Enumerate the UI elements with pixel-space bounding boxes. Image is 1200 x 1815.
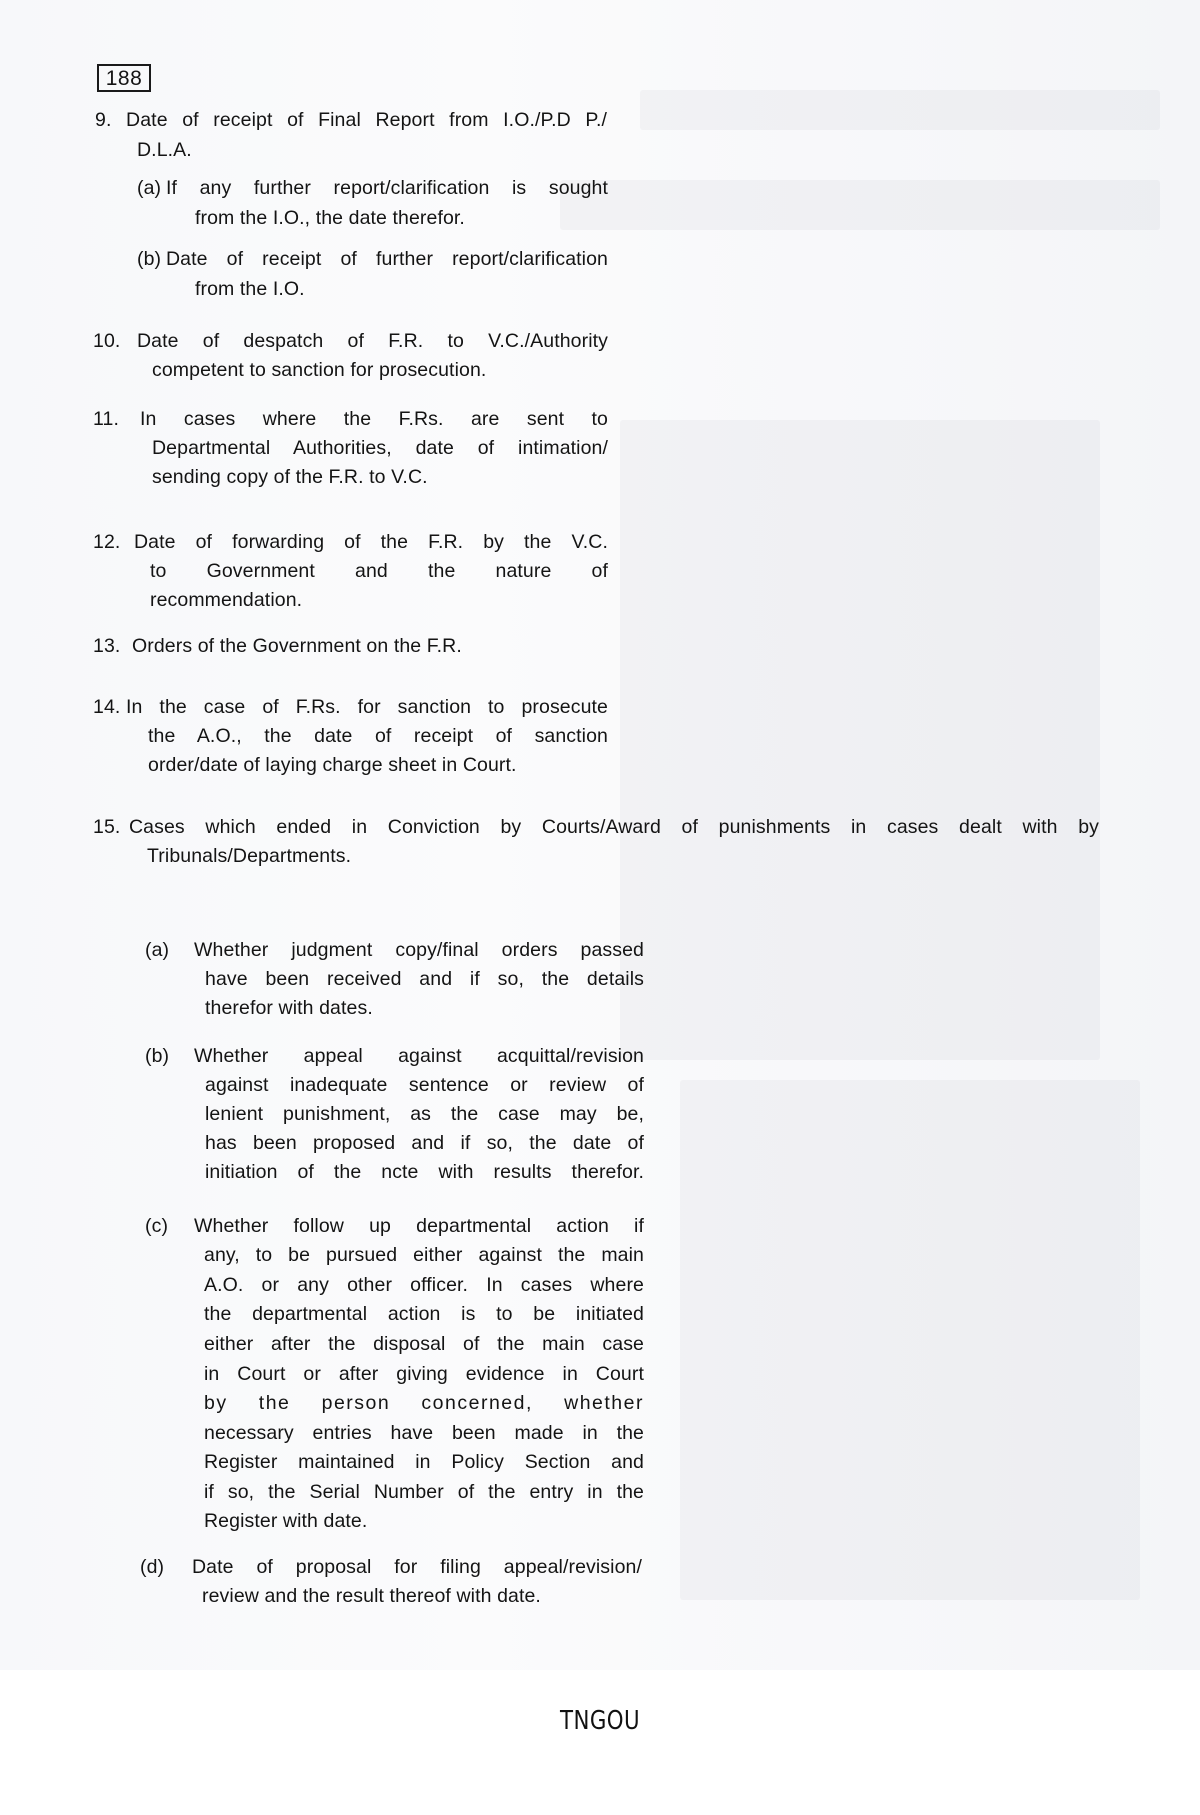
page-number: 188 xyxy=(97,64,151,92)
item-15b-line: against inadequate sentence or review of xyxy=(205,1074,644,1096)
bleed-through-shadow xyxy=(560,180,1160,230)
item-15a-label: (a) xyxy=(145,939,170,961)
item-12-line: to Government and the nature of xyxy=(150,560,608,582)
item-9-line: D.L.A. xyxy=(137,139,192,161)
item-14-line: In the case of F.Rs. for sanction to prosecute xyxy=(126,696,608,718)
item-15b-line: lenient punishment, as the case may be, xyxy=(205,1103,644,1125)
item-15c-line: if so, the Serial Number of the entry in the xyxy=(204,1481,644,1503)
item-15c-label: (c) xyxy=(145,1215,169,1237)
item-15a-line: have been received and if so, the details xyxy=(205,968,644,990)
item-9a-line: If any further report/clarification is sought xyxy=(166,177,608,199)
item-15a-line: therefor with dates. xyxy=(205,997,373,1019)
item-9a-label: (a) xyxy=(137,177,162,199)
item-9b-label: (b) xyxy=(137,248,162,270)
item-15a-line: Whether judgment copy/final orders passed xyxy=(194,939,644,961)
item-14-line: order/date of laying charge sheet in Court. xyxy=(148,754,517,776)
item-12-number: 12. xyxy=(93,531,121,553)
item-10-line: competent to sanction for prosecution. xyxy=(152,359,487,381)
item-13-number: 13. xyxy=(93,635,121,657)
item-15c-line: either after the disposal of the main case xyxy=(204,1333,644,1355)
item-15c-line: Register with date. xyxy=(204,1510,368,1532)
bleed-through-shadow xyxy=(680,1080,1140,1600)
item-9a-line: from the I.O., the date therefor. xyxy=(195,207,465,229)
item-11-line: Departmental Authorities, date of intimation/ xyxy=(152,437,608,459)
item-15d-line: review and the result thereof with date. xyxy=(202,1585,541,1607)
item-15-line: Tribunals/Departments. xyxy=(147,845,352,867)
item-15c-line: Whether follow up departmental action if xyxy=(194,1215,644,1237)
item-12-line: Date of forwarding of the F.R. by the V.C. xyxy=(134,531,608,553)
item-15d-line: Date of proposal for filing appeal/revision/ xyxy=(192,1556,642,1578)
footer-watermark-text: TNGOU xyxy=(560,1706,640,1736)
item-13-line: Orders of the Government on the F.R. xyxy=(132,635,462,657)
item-15c-line: A.O. or any other officer. In cases where xyxy=(204,1274,644,1296)
item-9b-line: Date of receipt of further report/clarification xyxy=(166,248,608,270)
item-15-line: Cases which ended in Conviction by Courts/Award of punishments in cases dealt with by xyxy=(129,816,1099,838)
item-15c-line: necessary entries have been made in the xyxy=(204,1422,644,1444)
bleed-through-shadow xyxy=(620,420,1100,1060)
item-14-number: 14. xyxy=(93,696,121,718)
item-9-line: 9. Date of receipt of Final Report from I.O./P.D P./ xyxy=(95,109,607,131)
item-15c-line: any, to be pursued either against the main xyxy=(204,1244,644,1266)
item-15b-line: initiation of the ncte with results therefor. xyxy=(205,1161,644,1183)
item-15b-line: Whether appeal against acquittal/revision xyxy=(194,1045,644,1067)
item-10-number: 10. xyxy=(93,330,121,352)
item-15c-line: Register maintained in Policy Section and xyxy=(204,1451,644,1473)
item-15-number: 15. xyxy=(93,816,121,838)
item-9b-line: from the I.O. xyxy=(195,278,305,300)
item-15c-line: by the person concerned, whether xyxy=(204,1392,644,1414)
item-15b-label: (b) xyxy=(145,1045,170,1067)
item-15d-label: (d) xyxy=(140,1556,165,1578)
bleed-through-shadow xyxy=(640,90,1160,130)
item-12-line: recommendation. xyxy=(150,589,303,611)
item-14-line: the A.O., the date of receipt of sanction xyxy=(148,725,608,747)
item-11-line: sending copy of the F.R. to V.C. xyxy=(152,466,428,488)
item-15c-line: in Court or after giving evidence in Court xyxy=(204,1363,644,1385)
item-11-line: In cases where the F.Rs. are sent to xyxy=(140,408,608,430)
item-10-line: Date of despatch of F.R. to V.C./Authority xyxy=(137,330,608,352)
item-15c-line: the departmental action is to be initiated xyxy=(204,1303,644,1325)
item-11-number: 11. xyxy=(93,408,119,430)
item-15b-line: has been proposed and if so, the date of xyxy=(205,1132,644,1154)
